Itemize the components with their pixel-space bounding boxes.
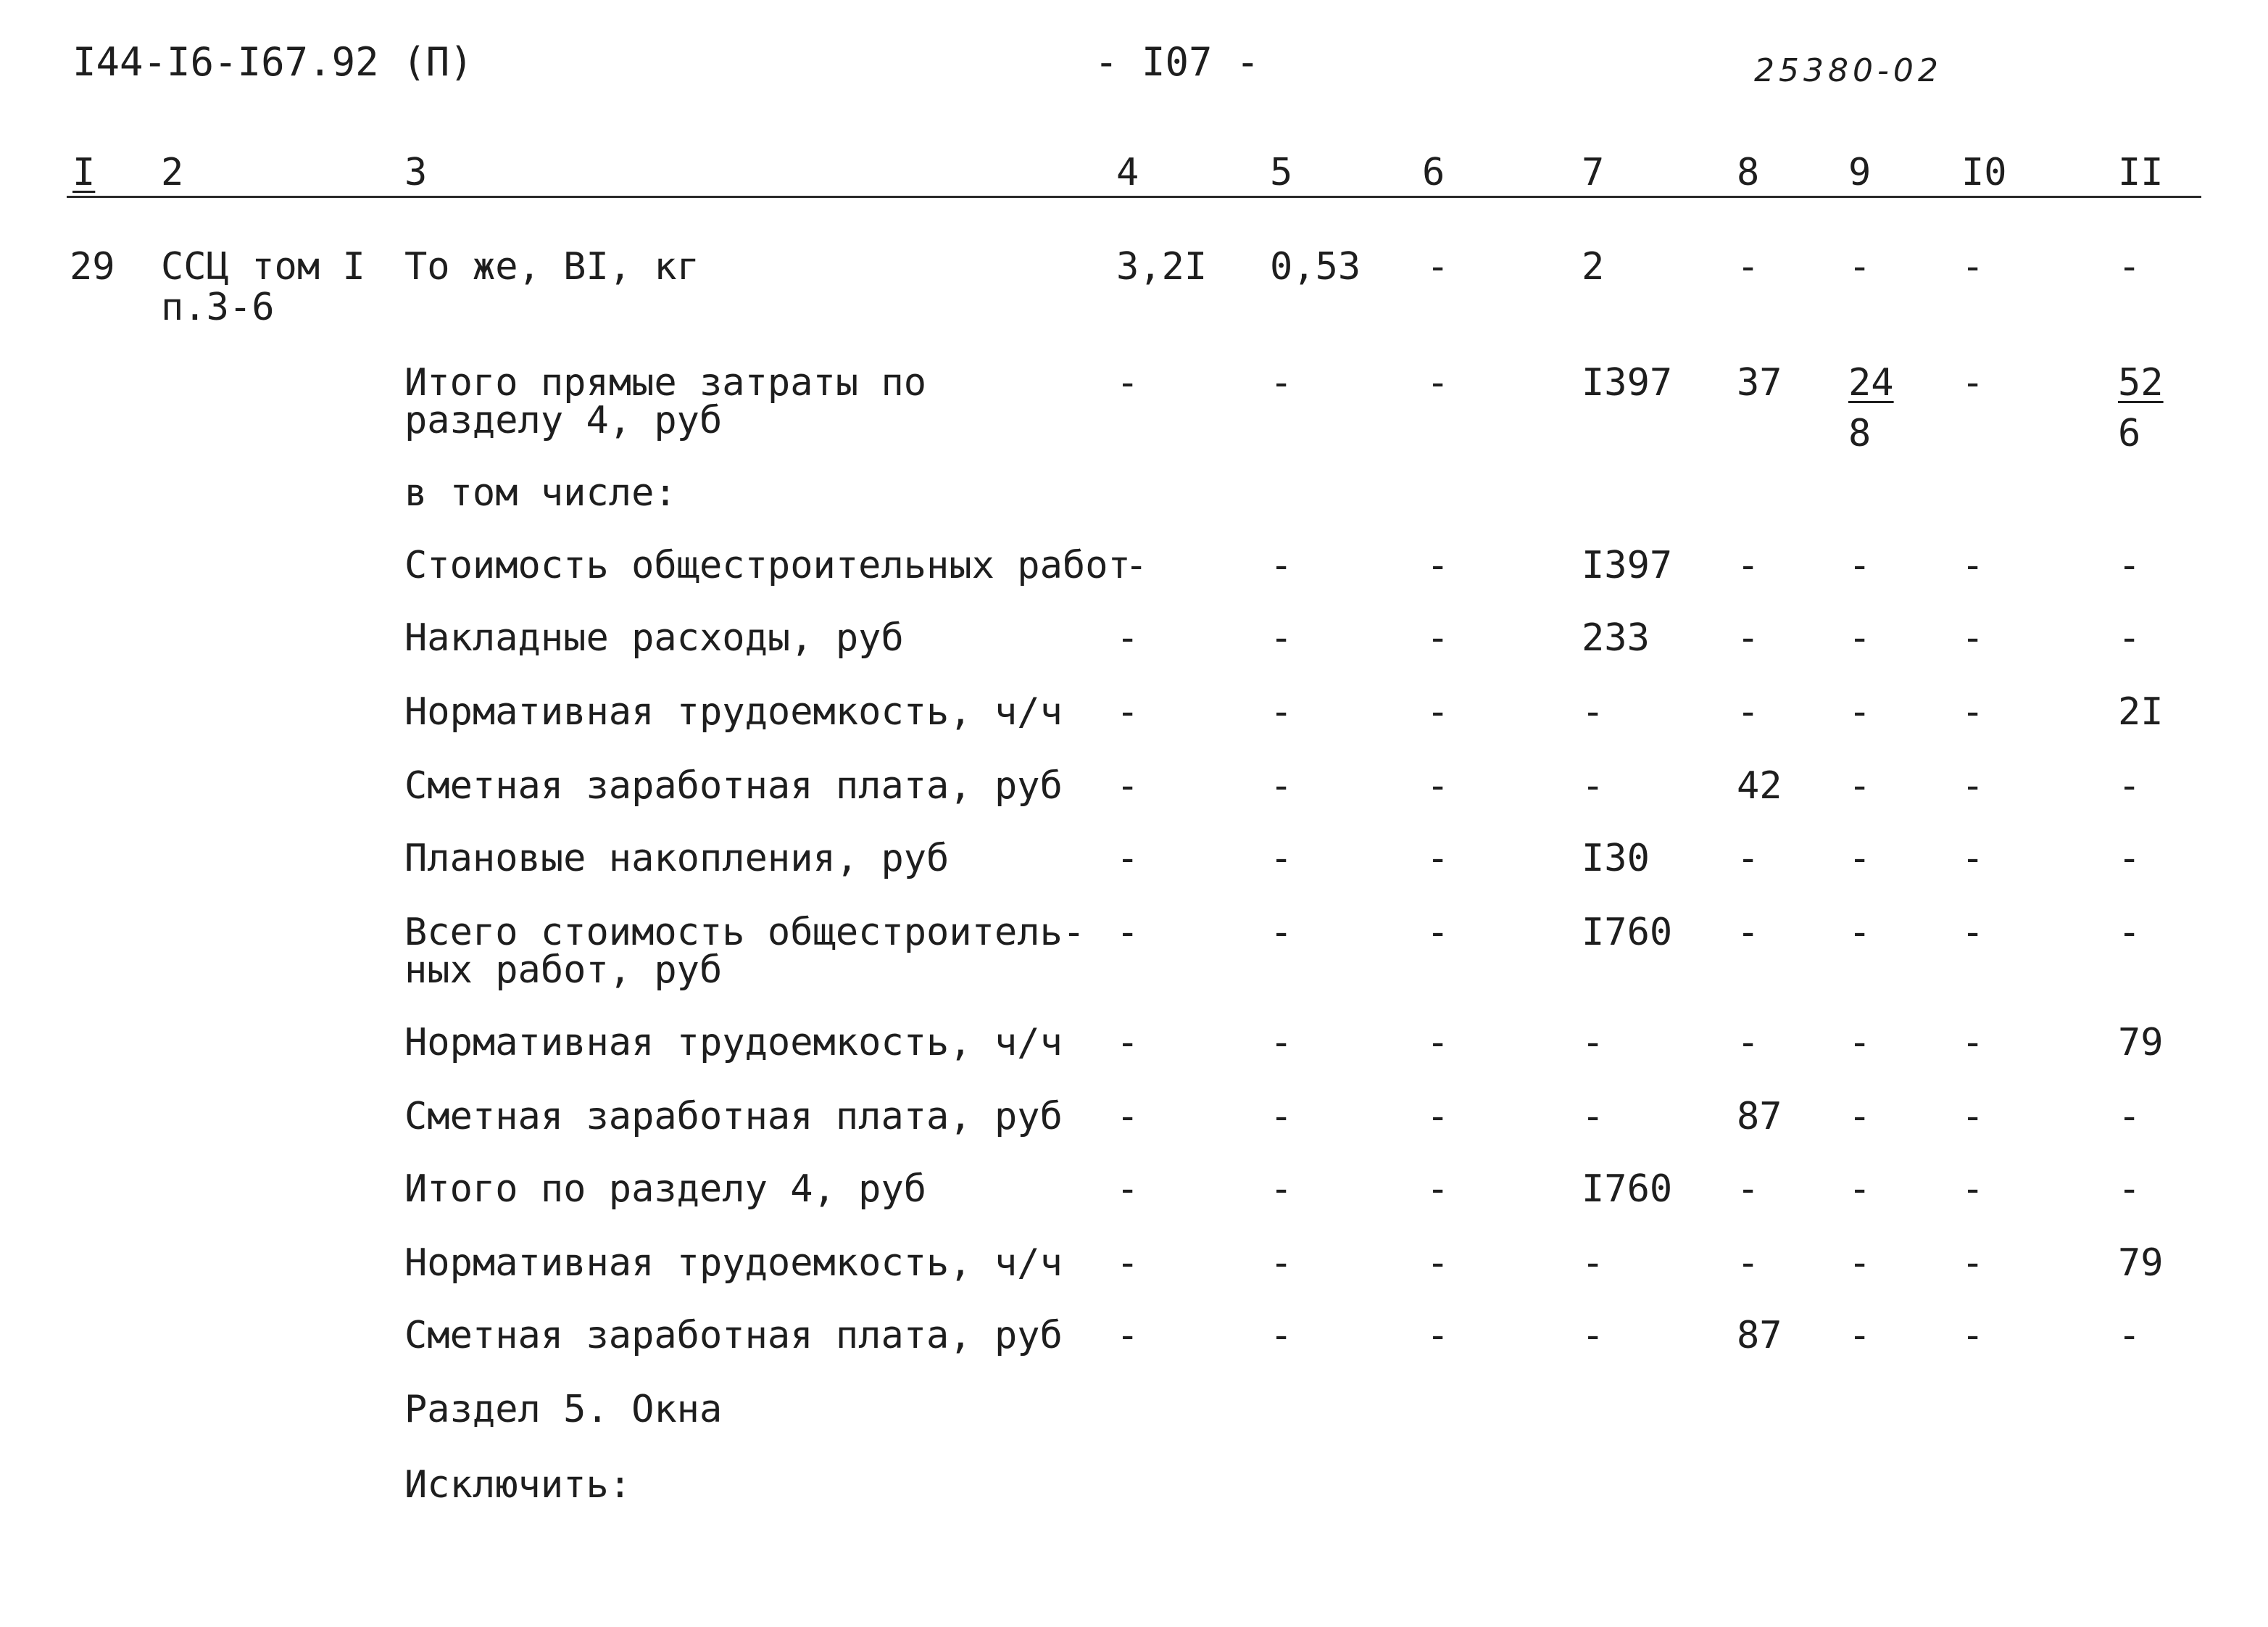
cell-col7: I760 bbox=[1582, 911, 1673, 954]
cell-col6: - bbox=[1426, 690, 1450, 734]
row-number: 29 bbox=[70, 245, 115, 289]
cell-col8: - bbox=[1737, 911, 1760, 954]
cell-col4: - bbox=[1116, 837, 1139, 880]
cell-col10: - bbox=[1961, 764, 1985, 808]
cell-col5: 0,53 bbox=[1270, 245, 1361, 289]
cell-col10: - bbox=[1961, 837, 1985, 880]
section-heading: Раздел 5. Окна bbox=[404, 1388, 723, 1431]
cell-col5: - bbox=[1270, 361, 1293, 405]
column-header-4: 4 bbox=[1116, 151, 1139, 194]
cell-col6: - bbox=[1426, 616, 1450, 660]
cell-col6: - bbox=[1426, 911, 1450, 954]
cell-col11: - bbox=[2118, 1314, 2141, 1357]
cell-col8: - bbox=[1737, 1021, 1760, 1064]
cell-col4: - bbox=[1116, 1095, 1139, 1138]
cell-col9: - bbox=[1848, 544, 1872, 587]
cell-col6: - bbox=[1426, 837, 1450, 880]
cell-col11: 79 bbox=[2118, 1021, 2164, 1064]
cell-col10: - bbox=[1961, 1241, 1985, 1285]
cell-col5: - bbox=[1270, 1095, 1293, 1138]
cell-col6: - bbox=[1426, 1241, 1450, 1285]
cell-col8: 37 bbox=[1737, 361, 1782, 405]
column-header-8: 8 bbox=[1737, 151, 1760, 194]
row-description: Сметная заработная плата, руб bbox=[404, 1095, 1063, 1138]
cell-col7: - bbox=[1582, 1021, 1605, 1064]
row-description-line2: ных работ, руб bbox=[404, 948, 723, 992]
row-description: Стоимость общестроительных работ bbox=[404, 544, 1131, 587]
cell-col8: 87 bbox=[1737, 1314, 1782, 1357]
cell-col7: - bbox=[1582, 1314, 1605, 1357]
cell-col5: - bbox=[1270, 616, 1293, 660]
column-header-3: 3 bbox=[404, 151, 428, 194]
cell-col4: - bbox=[1116, 1241, 1139, 1285]
row-description: Нормативная трудоемкость, ч/ч bbox=[404, 690, 1063, 734]
cell-col9: - bbox=[1848, 1241, 1872, 1285]
cell-col11: - bbox=[2118, 1095, 2141, 1138]
column-header-9: 9 bbox=[1848, 151, 1872, 194]
cell-col7: - bbox=[1582, 690, 1605, 734]
cell-col6: - bbox=[1426, 764, 1450, 808]
cell-col10: - bbox=[1961, 616, 1985, 660]
cell-col9-numerator: 24 bbox=[1848, 361, 1894, 405]
cell-col11-denominator: 6 bbox=[2118, 412, 2141, 455]
cell-col4: - bbox=[1116, 764, 1139, 808]
row-description: Нормативная трудоемкость, ч/ч bbox=[404, 1021, 1063, 1064]
cell-col5: - bbox=[1270, 1241, 1293, 1285]
cell-col5: - bbox=[1270, 1167, 1293, 1211]
column-header-6: 6 bbox=[1422, 151, 1445, 194]
cell-col10: - bbox=[1961, 544, 1985, 587]
cell-col11: - bbox=[2118, 911, 2141, 954]
column-header-7: 7 bbox=[1582, 151, 1605, 194]
cell-col7: I397 bbox=[1582, 361, 1673, 405]
handwritten-number: 25380-02 bbox=[1754, 52, 1943, 89]
cell-col4: - bbox=[1116, 1314, 1139, 1357]
row-description: Нормативная трудоемкость, ч/ч bbox=[404, 1241, 1063, 1285]
cell-col5: - bbox=[1270, 544, 1293, 587]
cell-col6: - bbox=[1426, 1314, 1450, 1357]
cell-col10: - bbox=[1961, 690, 1985, 734]
cell-col11: - bbox=[2118, 837, 2141, 880]
cell-col11: - bbox=[2118, 245, 2141, 289]
cell-col6: - bbox=[1426, 245, 1450, 289]
cell-col4: - bbox=[1116, 911, 1139, 954]
cell-col5: - bbox=[1270, 1021, 1293, 1064]
cell-col10: - bbox=[1961, 245, 1985, 289]
cell-col4: - bbox=[1116, 361, 1139, 405]
cell-col7: I30 bbox=[1582, 837, 1650, 880]
column-header-5: 5 bbox=[1270, 151, 1293, 194]
cell-col6: - bbox=[1426, 1095, 1450, 1138]
cell-col4: - bbox=[1116, 690, 1139, 734]
column-header-2: 2 bbox=[161, 151, 184, 194]
row-description-line2: разделу 4, руб bbox=[404, 399, 723, 442]
row-description: Накладные расходы, руб bbox=[404, 616, 904, 660]
cell-col9: - bbox=[1848, 837, 1872, 880]
cell-col11: - bbox=[2118, 764, 2141, 808]
cell-col4: 3,2I bbox=[1116, 245, 1208, 289]
cell-col9: - bbox=[1848, 245, 1872, 289]
cell-col11: - bbox=[2118, 544, 2141, 587]
cell-col9-denominator: 8 bbox=[1848, 412, 1872, 455]
cell-col7: 2 bbox=[1582, 245, 1605, 289]
cell-col5: - bbox=[1270, 1314, 1293, 1357]
cell-col11-numerator: 52 bbox=[2118, 361, 2164, 405]
row-description: в том числе: bbox=[404, 471, 677, 515]
cell-col10: - bbox=[1961, 1167, 1985, 1211]
cell-col7: 233 bbox=[1582, 616, 1650, 660]
cell-col7: I760 bbox=[1582, 1167, 1673, 1211]
cell-col7: - bbox=[1582, 1095, 1605, 1138]
column-header-10: I0 bbox=[1961, 151, 2007, 194]
cell-col8: - bbox=[1737, 690, 1760, 734]
cell-col7: I397 bbox=[1582, 544, 1673, 587]
cell-col10: - bbox=[1961, 1095, 1985, 1138]
source-ref-line2: п.3-6 bbox=[161, 286, 275, 329]
cell-col7: - bbox=[1582, 1241, 1605, 1285]
cell-col8: - bbox=[1737, 1167, 1760, 1211]
row-description: Итого по разделу 4, руб bbox=[404, 1167, 927, 1211]
cell-col8: 42 bbox=[1737, 764, 1782, 808]
cell-col10: - bbox=[1961, 1021, 1985, 1064]
cell-col5: - bbox=[1270, 837, 1293, 880]
cell-col10: - bbox=[1961, 361, 1985, 405]
column-header-1: I bbox=[72, 151, 96, 194]
cell-col5: - bbox=[1270, 764, 1293, 808]
cell-col5: - bbox=[1270, 690, 1293, 734]
doc-code: I44-I6-I67.92 (П) bbox=[72, 39, 473, 85]
cell-col10: - bbox=[1961, 1314, 1985, 1357]
cell-col9: - bbox=[1848, 690, 1872, 734]
cell-col4: - bbox=[1116, 1167, 1139, 1211]
row-description: Сметная заработная плата, руб bbox=[404, 764, 1063, 808]
cell-col4: - bbox=[1116, 1021, 1139, 1064]
source-ref: ССЦ том I bbox=[161, 245, 365, 289]
cell-col8: - bbox=[1737, 1241, 1760, 1285]
cell-col7: - bbox=[1582, 764, 1605, 808]
cell-col8: 87 bbox=[1737, 1095, 1782, 1138]
cell-col4: - bbox=[1116, 616, 1139, 660]
cell-col9: - bbox=[1848, 616, 1872, 660]
cell-col10: - bbox=[1961, 911, 1985, 954]
header-rule bbox=[67, 196, 2201, 198]
cell-col9: - bbox=[1848, 911, 1872, 954]
cell-col4: - bbox=[1125, 544, 1148, 587]
cell-col9: - bbox=[1848, 1314, 1872, 1357]
cell-col9: - bbox=[1848, 764, 1872, 808]
cell-col6: - bbox=[1426, 1021, 1450, 1064]
cell-col8: - bbox=[1737, 837, 1760, 880]
cell-col9: - bbox=[1848, 1095, 1872, 1138]
cell-col8: - bbox=[1737, 616, 1760, 660]
cell-col11: 2I bbox=[2118, 690, 2164, 734]
row-description: То же, BI, кг bbox=[404, 245, 699, 289]
column-header-11: II bbox=[2118, 151, 2164, 194]
row-description: Плановые накопления, руб bbox=[404, 837, 950, 880]
page-number: - I07 - bbox=[1094, 39, 1260, 85]
row-description: Сметная заработная плата, руб bbox=[404, 1314, 1063, 1357]
row-description: Итого прямые затраты по bbox=[404, 361, 927, 405]
cell-col8: - bbox=[1737, 544, 1760, 587]
cell-col9: - bbox=[1848, 1021, 1872, 1064]
cell-col9: - bbox=[1848, 1167, 1872, 1211]
cell-col5: - bbox=[1270, 911, 1293, 954]
cell-col8: - bbox=[1737, 245, 1760, 289]
cell-col11: 79 bbox=[2118, 1241, 2164, 1285]
cell-col6: - bbox=[1426, 361, 1450, 405]
cell-col11: - bbox=[2118, 1167, 2141, 1211]
cell-col11: - bbox=[2118, 616, 2141, 660]
row-description: Исключить: bbox=[404, 1463, 632, 1507]
cell-col6: - bbox=[1426, 1167, 1450, 1211]
row-description: Всего стоимость общестроитель- bbox=[404, 911, 1086, 954]
cell-col6: - bbox=[1426, 544, 1450, 587]
